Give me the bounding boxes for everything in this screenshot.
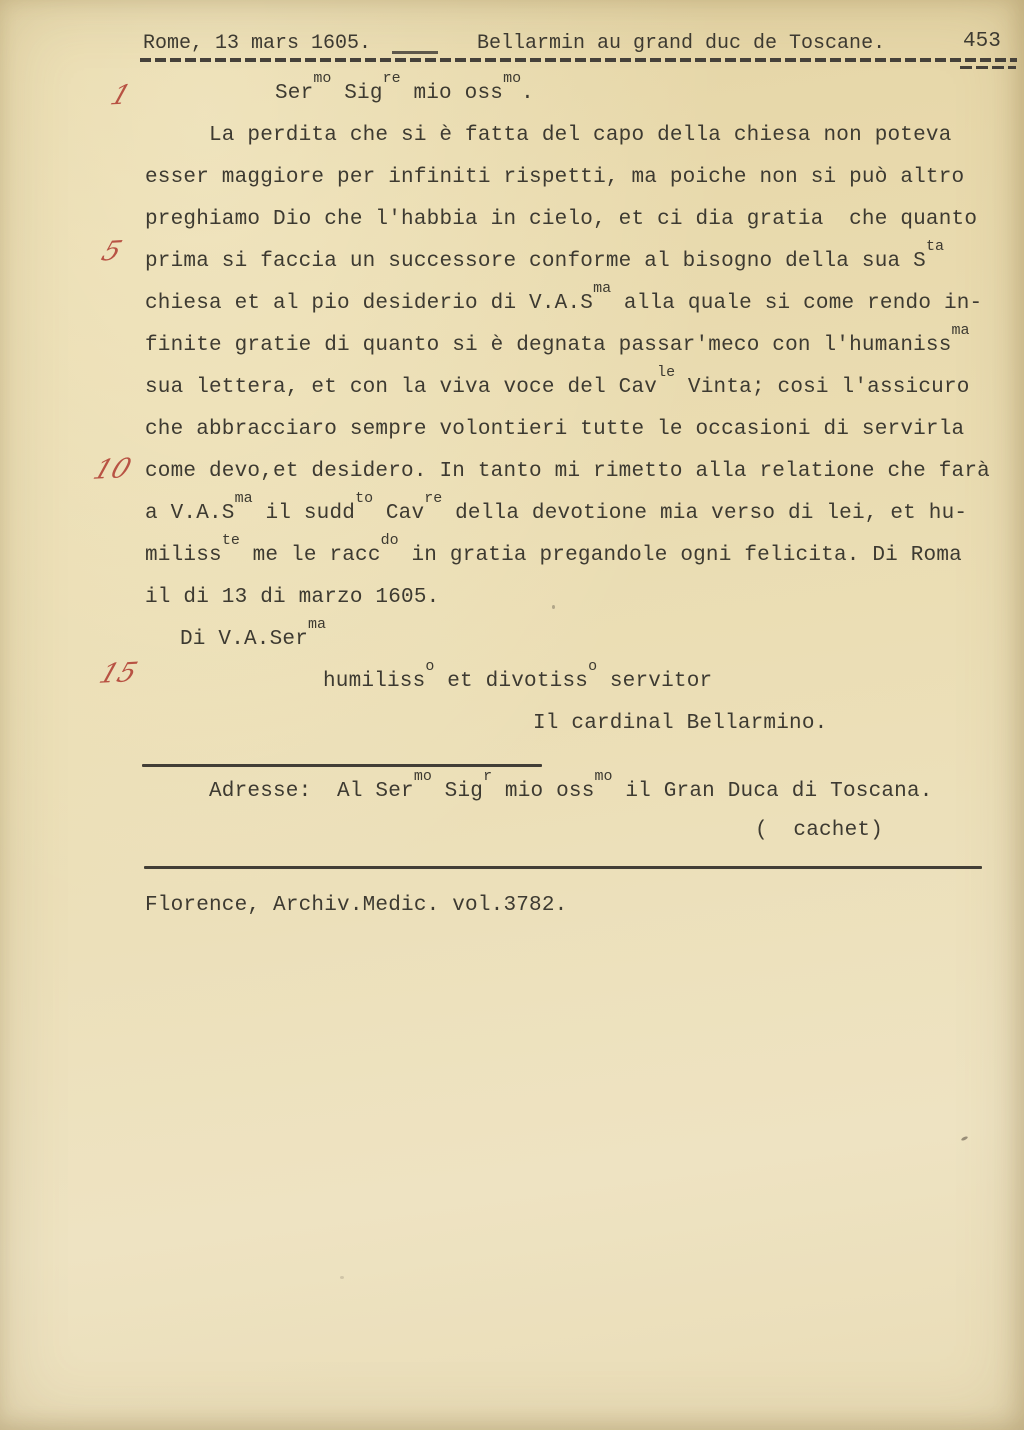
- superscript-abbreviation: to: [355, 490, 374, 507]
- archive-source-line: Florence, Archiv.Medic. vol.3782.: [145, 894, 568, 917]
- letter-line: miliss$^{te}$ me le racc$^{do}$ in gratia pregandole ogni felicita. Di Roma: [145, 532, 962, 567]
- superscript-abbreviation: re: [382, 70, 401, 87]
- cachet-note: ( cachet): [755, 819, 884, 842]
- letter-line: sua lettera, et con la viva voce del Cav$^{le}$ Vinta; cosi l'assicuro: [145, 364, 970, 399]
- margin-line-number: 15: [95, 657, 142, 690]
- letter-line: humiliss$^o$ et divotiss$^o$ servitor: [323, 658, 713, 693]
- letter-line: chiesa et al pio desiderio di $V.A.S^{ma}$ alla quale si come rendo in-: [145, 280, 983, 315]
- letter-line: esser maggiore per infiniti rispetti, ma poiche non si può altro: [145, 166, 965, 189]
- superscript-abbreviation: ma: [234, 490, 253, 507]
- paper-speck: [552, 605, 555, 609]
- letter-line: che abbracciaro sempre volontieri tutte le occasioni di servirla: [145, 418, 965, 441]
- header-dashed-rule-tail: [960, 66, 1016, 69]
- superscript-abbreviation: mo: [313, 70, 332, 87]
- letter-line: Ser$^{mo}$ Sig$^{re}$ mio oss$^{mo}$.: [275, 70, 534, 105]
- letter-line: il di 13 di marzo 1605.: [145, 586, 440, 609]
- superscript-abbreviation: o: [425, 658, 435, 675]
- margin-line-number: 10: [89, 453, 136, 486]
- superscript-abbreviation: te: [221, 532, 240, 549]
- superscript-abbreviation: ma: [593, 280, 612, 297]
- margin-line-number: 1: [106, 79, 135, 112]
- letter-body: [145, 70, 1005, 745]
- margin-line-number: 5: [97, 235, 126, 268]
- superscript-abbreviation: le: [657, 364, 676, 381]
- letter-line: La perdita che si è fatta del capo della chiesa non poteva: [209, 124, 952, 147]
- superscript-abbreviation: mo: [413, 768, 432, 785]
- superscript-abbreviation: r: [483, 768, 493, 785]
- superscript-abbreviation: do: [380, 532, 399, 549]
- superscript-abbreviation: ma: [951, 322, 970, 339]
- paper-speck: [340, 1276, 344, 1279]
- letter-line: come devo,et desidero. In tanto mi rimetto alla relatione che farà: [145, 460, 990, 483]
- superscript-abbreviation: ta: [925, 238, 944, 255]
- paper-speck: [961, 1136, 969, 1142]
- address-line: Adresse: Al Ser$^{mo}$ Sig$^r$ mio oss$^{mo}$ il Gran Duca di Toscana.: [209, 768, 933, 803]
- letter-line: finite gratie di quanto si è degnata passar'meco con l'humaniss$^{ma}$: [145, 322, 970, 357]
- superscript-abbreviation: mo: [594, 768, 613, 785]
- header-date: Rome, 13 mars 1605.: [143, 32, 372, 55]
- signature-divider-rule: [142, 764, 542, 767]
- letter-line: Di V.A.Ser$^{ma}$: [180, 616, 327, 651]
- header-title: Bellarmin au grand duc de Toscane.: [477, 32, 886, 55]
- letter-line: prima si faccia un successore conforme al bisogno della sua $S^{ta}$: [145, 238, 944, 273]
- letter-line: a $V.A.S^{ma}$ il sudd$^{to}$ Cav$^{re}$ della devotione mia verso di lei, et hu-: [145, 490, 968, 525]
- superscript-abbreviation: re: [424, 490, 443, 507]
- header-dashed-rule: [140, 58, 1017, 62]
- address-divider-rule: [144, 866, 982, 869]
- letter-line: preghiamo Dio che l'habbia in cielo, et ci dia gratia che quanto: [145, 208, 978, 231]
- header-page-number: 453: [963, 30, 1001, 53]
- letter-line: Il cardinal Bellarmino.: [533, 712, 828, 735]
- superscript-abbreviation: mo: [503, 70, 522, 87]
- superscript-abbreviation: o: [588, 658, 598, 675]
- header-gap-dash: [392, 51, 438, 54]
- superscript-abbreviation: ma: [308, 616, 327, 633]
